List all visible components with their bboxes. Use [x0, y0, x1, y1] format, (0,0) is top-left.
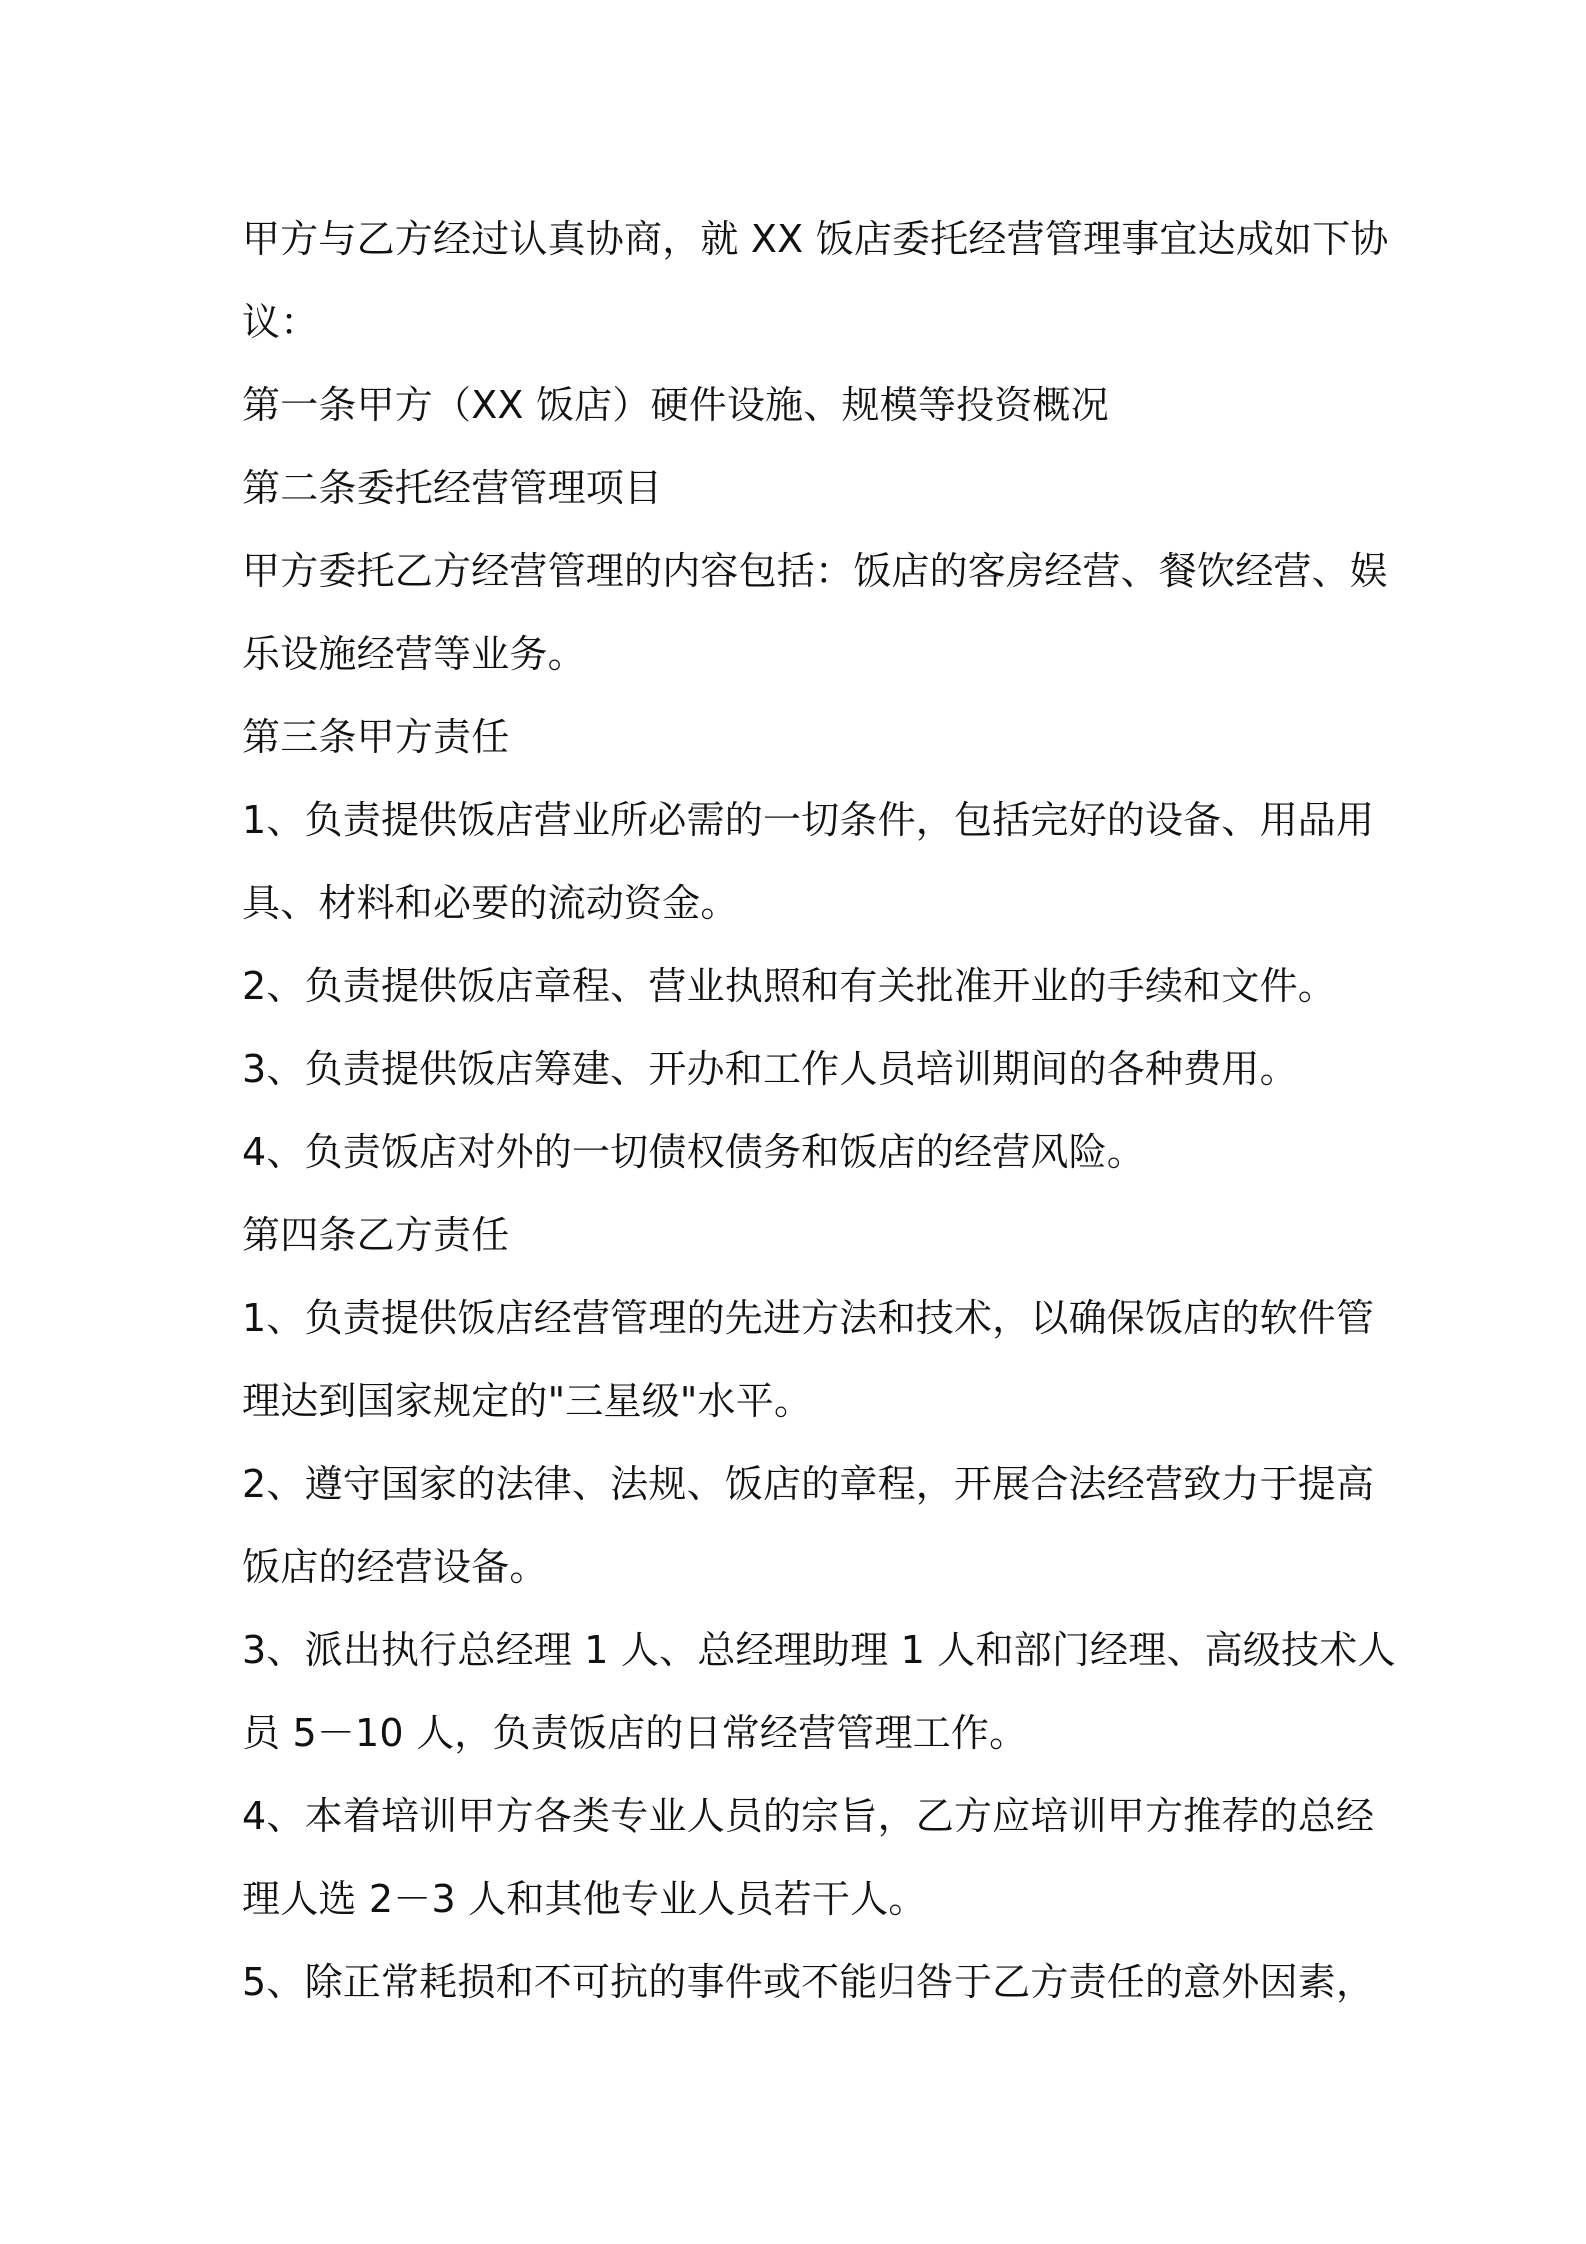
text-line: 3、派出执行总经理 1 人、总经理助理 1 人和部门经理、高级技术人 [242, 1628, 1396, 1672]
text-line: 1、负责提供饭店营业所必需的一切条件，包括完好的设备、用品用 [242, 798, 1375, 842]
text-line: 员 5－10 人，负责饭店的日常经营管理工作。 [242, 1711, 1028, 1755]
text-line: 5、除正常耗损和不可抗的事件或不能归咎于乙方责任的意外因素， [242, 1960, 1375, 2004]
section-heading: 第一条甲方（XX 饭店）硬件设施、规模等投资概况 [242, 383, 1109, 427]
text-line: 理达到国家规定的"三星级"水平。 [242, 1379, 813, 1423]
text-line: 议： [242, 300, 319, 344]
section-heading: 第四条乙方责任 [242, 1213, 510, 1257]
document-page [242, 198, 1396, 2024]
text-line: 甲方与乙方经过认真协商，就 XX 饭店委托经营管理事宜达成如下协 [242, 217, 1389, 261]
text-line: 2、遵守国家的法律、法规、饭店的章程，开展合法经营致力于提高 [242, 1462, 1375, 1506]
section-heading: 第二条委托经营管理项目 [242, 466, 663, 510]
text-line: 乐设施经营等业务。 [242, 632, 586, 676]
text-line: 2、负责提供饭店章程、营业执照和有关批准开业的手续和文件。 [242, 964, 1336, 1008]
text-line: 1、负责提供饭店经营管理的先进方法和技术，以确保饭店的软件管 [242, 1296, 1375, 1340]
text-line: 4、负责饭店对外的一切债权债务和饭店的经营风险。 [242, 1130, 1145, 1174]
text-line: 3、负责提供饭店筹建、开办和工作人员培训期间的各种费用。 [242, 1047, 1298, 1091]
text-line: 具、材料和必要的流动资金。 [242, 881, 739, 925]
text-line: 甲方委托乙方经营管理的内容包括：饭店的客房经营、餐饮经营、娱 [242, 549, 1389, 593]
text-line: 饭店的经营设备。 [242, 1545, 548, 1589]
section-heading: 第三条甲方责任 [242, 715, 510, 759]
text-line: 4、本着培训甲方各类专业人员的宗旨，乙方应培训甲方推荐的总经 [242, 1794, 1375, 1838]
text-line: 理人选 2－3 人和其他专业人员若干人。 [242, 1877, 927, 1921]
